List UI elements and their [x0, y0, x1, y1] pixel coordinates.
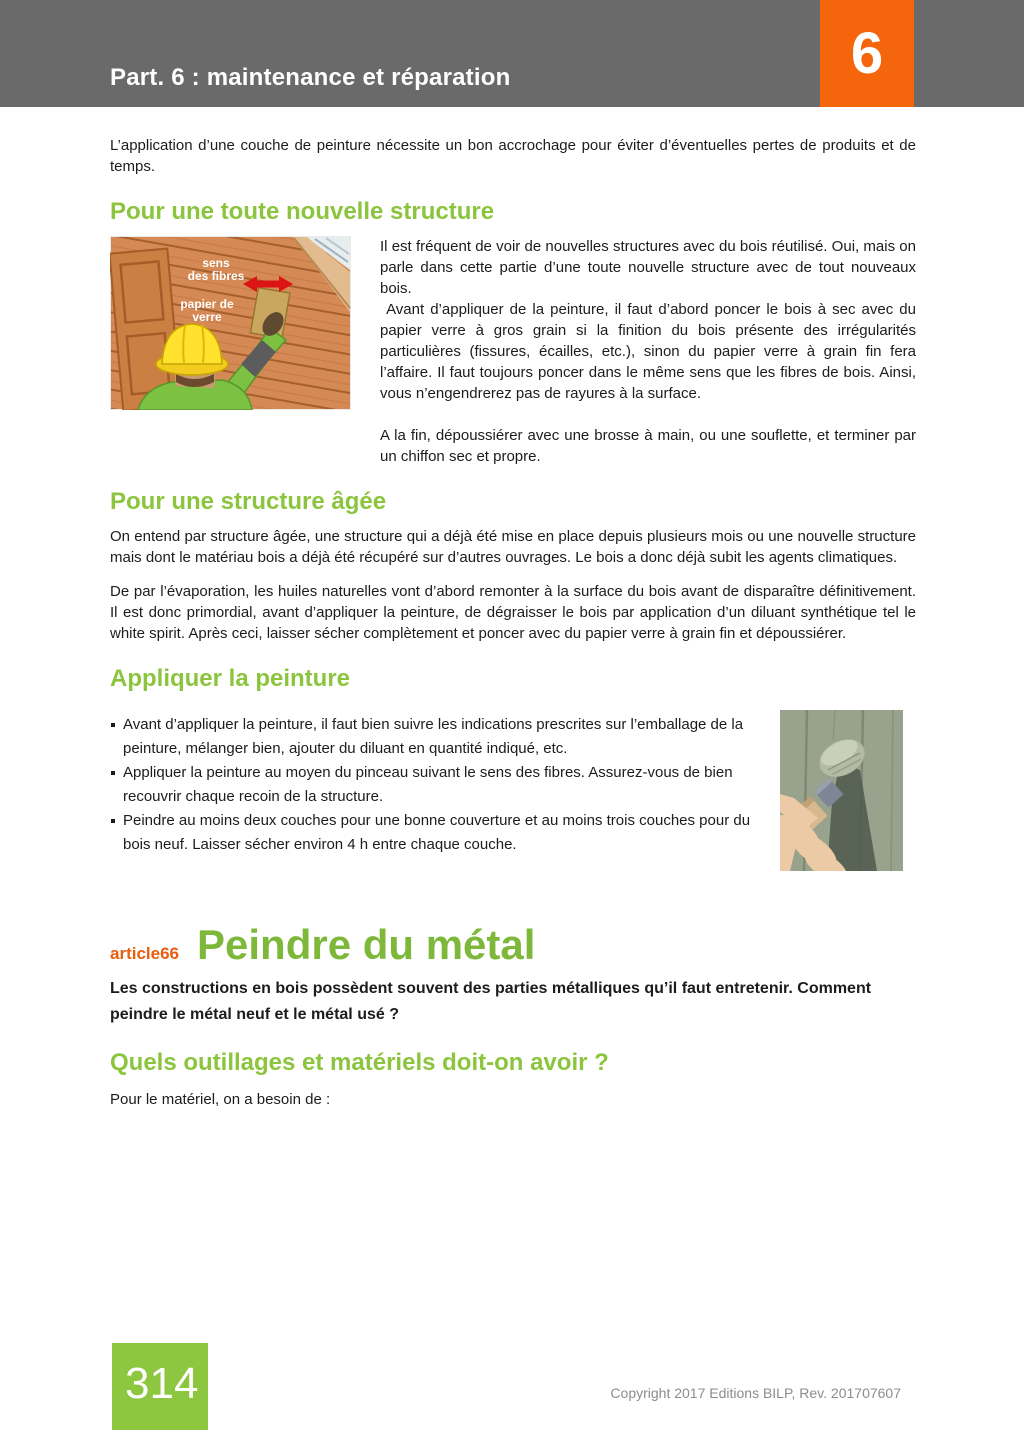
new-structure-row [110, 236, 916, 467]
section-heading-aged-structure: Pour une structure âgée [110, 488, 387, 515]
article-title-row [110, 923, 916, 967]
part-title: Part. 6 : maintenance et réparation [110, 64, 511, 91]
apply-paint-bullet-list [110, 713, 768, 857]
page-number-badge: 314 [112, 1343, 208, 1430]
bullet-item: Avant d’appliquer la peinture, il faut bien suivre les indications prescrites sur l’emballage de la peinture, mélanger bien, ajouter du diluant en quantité indiqué, etc. [110, 713, 768, 761]
aged-structure-paragraph-1: On entend par structure âgée, une structure qui a déjà été mise en place depuis plusieurs mois ou une nouvelle structure mais dont le matériau bois a déjà été récupéré sur d’autres ouvrages. Le bois a donc déjà subit les agents climatiques. [110, 528, 916, 566]
bullet-item: Peindre au moins deux couches pour une bonne couverture et au moins trois couches pour du bois neuf. Laisser sécher environ 4 h entre chaque couche. [110, 809, 768, 857]
aged-structure-paragraph-2: De par l’évaporation, les huiles naturelles vont d’abord remonter à la surface du bois avant de disparaître définitivement. Il est donc primordial, avant d’appliquer la peinture, de dégraisser le bois par application d’un diluant synthétique tel le white spirit. Après ceci, laisser sécher complètement et poncer avec du papier verre à grain fin et dépoussiérer. [110, 583, 916, 642]
article-id-label: article66 [110, 944, 179, 963]
article-intro-bold: Les constructions en bois possèdent souvent des parties métalliques qu’il faut entretenir. Comment peindre le métal neuf et le métal usé ? [110, 980, 872, 1023]
intro-paragraph: L’application d’une couche de peinture nécessite un bon accrochage pour éviter d’éventuelles pertes de produits et de temps. [110, 137, 916, 175]
new-structure-paragraph-3: A la fin, dépoussiérer avec une brosse à main, ou une souflette, et terminer par un chiffon sec et propre. [380, 427, 916, 465]
label-grain-direction-line2: des fibres [187, 269, 245, 283]
bullet-item: Appliquer la peinture au moyen du pinceau suivant le sens des fibres. Assurez-vous de bien recouvrir chaque recoin de la structure. [110, 761, 768, 809]
new-structure-paragraph-2: Avant d’appliquer de la peinture, il faut d’abord poncer le bois à sec avec du papier verre à gros grain si la finition du bois présente des irrégularités particulières (fissures, écailles, etc.), sinon du papier verre à grain fin fera l’affaire. Il faut toujours poncer dans le même sens que les fibres de bois. Ainsi, vous n’engendrerez pas de rayures à la surface. [380, 301, 916, 402]
page-content [0, 107, 1024, 1110]
painting-photo-svg [780, 710, 903, 871]
label-sandpaper-line2: verre [192, 310, 222, 324]
sanding-illustration-svg [110, 236, 351, 410]
section-heading-new-structure: Pour une toute nouvelle structure [110, 198, 495, 225]
new-structure-paragraph-1: Il est fréquent de voir de nouvelles structures avec du bois réutilisé. Oui, mais on parle dans cette partie d’une toute nouvelle structure avec de tout nouveaux bois. [380, 238, 916, 297]
section-heading-tools: Quels outillages et matériels doit-on avoir ? [110, 1049, 609, 1076]
apply-paint-row [110, 713, 916, 871]
new-structure-text-column [380, 236, 916, 467]
tools-paragraph: Pour le matériel, on a besoin de : [110, 1091, 331, 1108]
page-header-bar [0, 0, 1024, 107]
sanding-illustration [110, 236, 351, 410]
painting-photo [780, 710, 903, 871]
copyright-text: Copyright 2017 Editions BILP, Rev. 201707607 [610, 1385, 901, 1401]
label-sandpaper-line1: papier de [180, 297, 234, 311]
chapter-number-badge: 6 [820, 0, 914, 107]
section-heading-apply-paint: Appliquer la peinture [110, 665, 351, 692]
label-grain-direction-line1: sens [202, 256, 230, 270]
article-title: Peindre du métal [197, 921, 536, 968]
